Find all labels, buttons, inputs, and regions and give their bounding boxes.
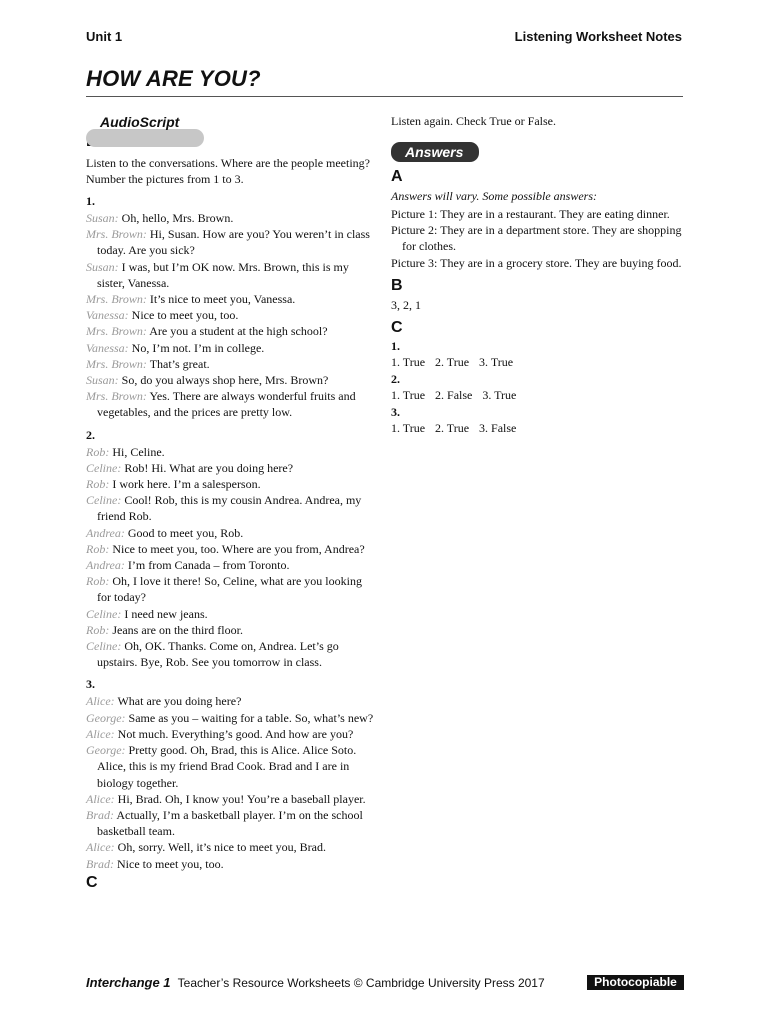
speaker-name: Susan:	[86, 259, 119, 274]
dialogue-line	[86, 340, 376, 356]
dialogue-text: Rob! Hi. What are you doing here?	[124, 460, 294, 475]
dialogue-line	[86, 226, 376, 258]
dialogue-text: That’s great.	[149, 356, 210, 371]
dialogue-text: Oh, OK. Thanks. Come on, Andrea. Let’s go upstairs. Bye, Rob. See you tomorrow in class.	[97, 639, 339, 670]
dialogue-text: I was, but I’m OK now. Mrs. Brown, this is my sister, Vanessa.	[97, 259, 349, 290]
dialogue-line	[86, 372, 376, 388]
dialogue-text: I’m from Canada – from Toronto.	[127, 558, 290, 573]
dialogue-line	[86, 356, 376, 372]
speaker-name: Andrea:	[86, 558, 125, 573]
speaker-name: Alice:	[86, 726, 115, 741]
speaker-name: Brad:	[86, 856, 114, 871]
speaker-name: Mrs. Brown:	[86, 292, 147, 307]
dialogue-text: I need new jeans.	[124, 606, 208, 621]
dialogue-text: No, I’m not. I’m in college.	[131, 340, 265, 355]
speaker-name: Andrea:	[86, 525, 125, 540]
audioscript-heading	[86, 113, 376, 147]
dialogue-line	[86, 622, 376, 638]
speaker-name: Celine:	[86, 460, 122, 475]
dialogue-line	[86, 726, 376, 742]
speaker-name: George:	[86, 743, 126, 758]
speaker-name: Rob:	[86, 574, 110, 589]
dialogue-line	[86, 541, 376, 557]
dialogue-text: Jeans are on the third floor.	[112, 622, 243, 637]
true-false-answer: 2. True	[435, 420, 470, 435]
speaker-name: Susan:	[86, 373, 119, 388]
true-false-answer: 1. True	[391, 420, 426, 435]
true-false-answer: 3. True	[482, 387, 517, 402]
header-unit: Unit 1	[86, 29, 123, 44]
dialogue-line	[86, 557, 376, 573]
answer-c-row	[391, 420, 685, 436]
dialogue-text: Not much. Everything’s good. And how are you?	[117, 726, 354, 741]
answer-a-item: Picture 1: They are in a restaurant. They are eating dinner.	[391, 207, 670, 221]
true-false-answer: 3. True	[479, 354, 514, 369]
audioscript-bar	[86, 129, 204, 147]
true-false-answer: 3. False	[479, 420, 517, 435]
dialogue-text: Yes. There are always wonderful fruits and vegetables, and the prices are pretty low.	[97, 389, 356, 420]
dialogue-text: It’s nice to meet you, Vanessa.	[149, 292, 296, 307]
dialogue-line	[86, 638, 376, 670]
dialogue-line	[86, 525, 376, 541]
true-false-answer: 1. True	[391, 354, 426, 369]
dialogue-text: Same as you – waiting for a table. So, what’s new?	[128, 710, 374, 725]
true-false-answer: 2. True	[435, 354, 470, 369]
answer-b-heading: B	[391, 276, 403, 294]
speaker-name: Alice:	[86, 840, 115, 855]
answer-a-item: Picture 2: They are in a department store. They are shopping for clothes.	[391, 223, 682, 254]
answer-a-item: Picture 3: They are in a grocery store. They are buying food.	[391, 255, 682, 270]
dialogue-text: Nice to meet you, too.	[117, 856, 224, 871]
footer-copyright: Teacher’s Resource Worksheets © Cambridge University Press 2017	[177, 976, 545, 990]
speaker-name: Celine:	[86, 606, 122, 621]
answer-a-list	[391, 206, 685, 271]
dialogue-line	[86, 388, 376, 420]
answers-column	[391, 113, 685, 436]
conversation-number: 1.	[86, 194, 95, 208]
footer-brand: Interchange 1	[86, 975, 171, 990]
conversation-number: 3.	[86, 677, 95, 692]
dialogue-line	[86, 807, 376, 839]
answer-c-group-number: 2.	[391, 371, 400, 386]
speaker-name: Brad:	[86, 807, 114, 822]
dialogue-line	[86, 259, 376, 291]
dialogue-line	[86, 693, 376, 709]
dialogue-text: Nice to meet you, too. Where are you from, Andrea?	[112, 541, 365, 556]
dialogue-text: Hi, Susan. How are you? You weren’t in class today. Are you sick?	[97, 227, 370, 258]
answer-c-list	[391, 338, 685, 436]
dialogue-text: Hi, Brad. Oh, I know you! You’re a baseball player.	[117, 791, 366, 806]
photocopiable-badge: Photocopiable	[587, 975, 684, 990]
dialogue-line	[86, 606, 376, 622]
audioscript-label: AudioScript	[100, 114, 180, 130]
dialogue-text: Oh, sorry. Well, it’s nice to meet you, Brad.	[117, 840, 326, 855]
speaker-name: Alice:	[86, 791, 115, 806]
speaker-name: Mrs. Brown:	[86, 389, 147, 404]
speaker-name: Alice:	[86, 694, 115, 709]
dialogue-line	[86, 210, 376, 226]
dialogue-line	[86, 307, 376, 323]
speaker-name: Celine:	[86, 639, 122, 654]
true-false-answer: 1. True	[391, 387, 426, 402]
dialogue-text: Actually, I’m a basketball player. I’m on the school basketball team.	[97, 807, 363, 839]
answer-c-heading: C	[391, 318, 403, 336]
answers-label: Answers	[391, 142, 479, 162]
answer-c-group-number: 3.	[391, 404, 400, 419]
title-rule	[86, 96, 683, 97]
dialogue-text: Pretty good. Oh, Brad, this is Alice. Alice Soto. Alice, this is my friend Brad Cook. Brad and I are in biology together.	[97, 743, 357, 790]
answer-c-row	[391, 354, 685, 370]
dialogue-text: Are you a student at the high school?	[149, 324, 328, 339]
dialogue-text: Hi, Celine.	[112, 444, 165, 459]
answer-c-group-number: 1.	[391, 338, 400, 353]
dialogue-line	[86, 476, 376, 492]
dialogue-line	[86, 573, 376, 605]
speaker-name: Rob:	[86, 477, 110, 492]
dialogue-line	[86, 323, 376, 339]
dialogue-line	[86, 460, 376, 476]
dialogue-line	[86, 710, 376, 726]
speaker-name: Mrs. Brown:	[86, 356, 147, 371]
dialogue-line	[86, 742, 376, 791]
speaker-name: Vanessa:	[86, 340, 129, 355]
section-c-instruction: Listen again. Check True or False.	[391, 114, 556, 128]
speaker-name: Mrs. Brown:	[86, 324, 147, 339]
speaker-name: Rob:	[86, 541, 110, 556]
dialogue-line	[86, 291, 376, 307]
speaker-name: Celine:	[86, 493, 122, 508]
dialogue-text: Nice to meet you, too.	[131, 308, 239, 323]
section-b-instruction: Listen to the conversations. Where are the people meeting? Number the pictures from 1 to 3.	[86, 156, 371, 186]
dialogue-text: Good to meet you, Rob.	[127, 525, 244, 540]
dialogue-line	[86, 791, 376, 807]
page-title: HOW ARE YOU?	[86, 66, 261, 91]
dialogue-line	[86, 444, 376, 460]
dialogue-line	[86, 492, 376, 524]
answer-b-value: 3, 2, 1	[391, 297, 421, 312]
audioscript-column	[86, 113, 376, 892]
dialogue-text: I work here. I’m a salesperson.	[112, 477, 261, 492]
dialogue-text: Cool! Rob, this is my cousin Andrea. Andrea, my friend Rob.	[97, 493, 362, 524]
dialogue-text: So, do you always shop here, Mrs. Brown?	[121, 373, 329, 388]
section-c-heading: C	[86, 873, 98, 891]
header-section-title: Listening Worksheet Notes	[514, 29, 682, 44]
answer-c-row	[391, 387, 685, 403]
dialogue-line	[86, 856, 376, 872]
speaker-name: Mrs. Brown:	[86, 227, 147, 242]
speaker-name: Rob:	[86, 444, 110, 459]
true-false-answer: 2. False	[435, 387, 473, 402]
dialogue-text: What are you doing here?	[117, 694, 242, 709]
speaker-name: Susan:	[86, 211, 119, 225]
dialogue-text: Oh, hello, Mrs. Brown.	[121, 211, 234, 225]
dialogue-text: Oh, I love it there! So, Celine, what are you looking for today?	[97, 574, 362, 605]
dialogue-line	[86, 839, 376, 855]
speaker-name: Rob:	[86, 622, 110, 637]
conversation-list	[86, 193, 376, 872]
speaker-name: George:	[86, 710, 126, 725]
answer-a-intro: Answers will vary. Some possible answers:	[391, 189, 597, 203]
speaker-name: Vanessa:	[86, 308, 129, 323]
conversation-number: 2.	[86, 427, 95, 442]
answer-a-heading: A	[391, 168, 403, 185]
footer	[86, 975, 545, 990]
